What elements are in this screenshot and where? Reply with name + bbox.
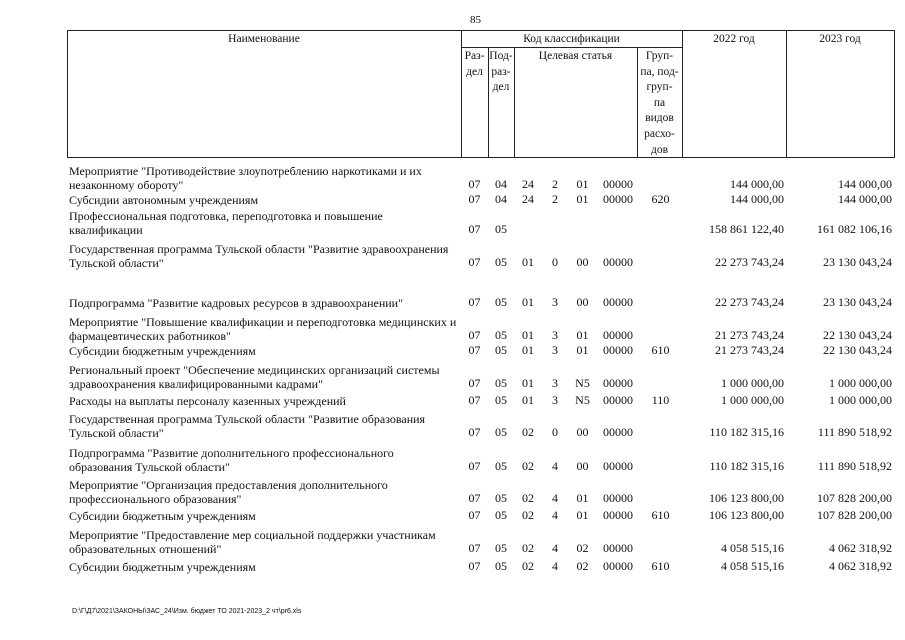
cell-v2022: 1 000 000,00 (721, 393, 784, 407)
table-body (67, 159, 895, 574)
row-name: Мероприятие "Повышение квалификации и переподготовка медицинских и фармацевтических работников" (69, 315, 457, 343)
cell-v2023: 161 082 106,16 (817, 222, 892, 236)
table-row (67, 474, 895, 506)
cell-c4: 00000 (603, 459, 633, 473)
row-name: Региональный проект "Обеспечение медицинских организаций системы здравоохранения квалифицированными кадрами" (69, 363, 440, 391)
row-name: Профессиональная подготовка, переподготовка и повышение квалификации (69, 209, 383, 237)
cell-v2023: 22 130 043,24 (823, 343, 892, 357)
cell-c1: 24 (522, 177, 534, 191)
cell-c2: 3 (552, 376, 558, 390)
cell-c4: 00000 (603, 425, 633, 439)
cell-c2: 4 (552, 491, 558, 505)
cell-c4: 00000 (603, 541, 633, 555)
cell-pr: 05 (495, 425, 507, 439)
row-name: Субсидии бюджетным учреждениям (69, 509, 256, 523)
cell-pr: 05 (495, 295, 507, 309)
cell-vr: 110 (651, 393, 670, 407)
cell-c3: 01 (576, 177, 589, 191)
cell-c1: 02 (522, 425, 534, 439)
header-name: Наименование (228, 33, 300, 45)
cell-c1: 02 (522, 559, 534, 573)
row-name: Мероприятие "Противодействие злоупотреблению наркотиками и их незаконному обороту" (69, 164, 422, 192)
cell-c4: 00000 (603, 192, 633, 206)
cell-c2: 4 (552, 459, 558, 473)
cell-c4: 00000 (603, 491, 633, 505)
cell-pr: 05 (495, 459, 507, 473)
cell-c2: 3 (552, 328, 558, 342)
cell-pr: 05 (495, 508, 507, 522)
cell-c3: 01 (576, 491, 589, 505)
cell-pr: 05 (495, 541, 507, 555)
cell-v2022: 110 182 315,16 (709, 459, 784, 473)
cell-v2022: 21 273 743,24 (715, 328, 784, 342)
cell-v2022: 22 273 743,24 (715, 295, 784, 309)
cell-rz: 07 (468, 559, 481, 573)
table-row (67, 207, 895, 237)
cell-c4: 00000 (603, 177, 633, 191)
cell-pr: 05 (495, 343, 507, 357)
header-razdel: Раз- дел (464, 50, 485, 78)
cell-c3: 02 (576, 559, 589, 573)
cell-v2023: 22 130 043,24 (823, 328, 892, 342)
table-row (67, 358, 895, 391)
cell-pr: 05 (495, 222, 507, 236)
cell-c3: N5 (575, 376, 590, 390)
table-row (67, 192, 895, 207)
cell-pr: 04 (495, 177, 507, 191)
cell-v2023: 1 000 000,00 (829, 376, 892, 390)
cell-v2023: 1 000 000,00 (829, 393, 892, 407)
cell-v2022: 110 182 315,16 (709, 425, 784, 439)
header-2023: 2023 год (819, 33, 861, 45)
cell-v2023: 144 000,00 (838, 177, 892, 191)
table-row (67, 523, 895, 556)
table-row (67, 408, 895, 440)
header-2022: 2022 год (713, 33, 755, 45)
table-row (67, 391, 895, 408)
table-row (67, 159, 895, 192)
cell-c3: 00 (576, 295, 589, 309)
cell-c1: 24 (522, 192, 534, 206)
cell-c3: 00 (576, 425, 589, 439)
cell-v2022: 106 123 800,00 (709, 508, 784, 522)
header-group: Груп- па, под- груп- па видов расхо- дов (640, 50, 679, 156)
page-number: 85 (470, 14, 481, 26)
header-target: Целевая статья (538, 50, 613, 62)
cell-c4: 00000 (603, 328, 633, 342)
cell-c2: 4 (552, 541, 558, 555)
cell-c4: 00000 (603, 393, 633, 407)
row-name: Подпрограмма "Развитие кадровых ресурсов в здравоохранении" (69, 296, 403, 310)
row-name: Субсидии автономным учреждениям (69, 193, 259, 207)
cell-c2: 0 (552, 425, 558, 439)
cell-rz: 07 (468, 192, 481, 206)
row-name: Мероприятие "Предоставление мер социальной поддержки участникам образовательных отношений" (69, 528, 436, 556)
cell-vr: 610 (651, 343, 670, 357)
cell-v2023: 107 828 200,00 (817, 508, 892, 522)
cell-c2: 3 (552, 295, 558, 309)
cell-c3: N5 (575, 393, 590, 407)
cell-c1: 01 (522, 343, 534, 357)
table-row (67, 310, 895, 343)
cell-v2023: 23 130 043,24 (823, 295, 892, 309)
cell-c3: 01 (576, 192, 589, 206)
row-name: Мероприятие "Организация предоставления дополнительного профессионального образования" (69, 478, 388, 506)
cell-c1: 01 (522, 376, 534, 390)
cell-v2022: 144 000,00 (730, 192, 784, 206)
cell-c1: 02 (522, 459, 534, 473)
cell-c3: 00 (576, 255, 589, 269)
row-name: Государственная программа Тульской области "Развитие образования Тульской области" (69, 412, 426, 440)
cell-rz: 07 (468, 343, 481, 357)
table-row (67, 237, 895, 270)
cell-vr: 610 (651, 559, 670, 573)
cell-c1: 02 (522, 508, 534, 522)
header-classification: Код классификации (523, 33, 620, 45)
cell-v2022: 22 273 743,24 (715, 255, 784, 269)
cell-c1: 02 (522, 491, 534, 505)
table-row (67, 556, 895, 574)
cell-c4: 00000 (603, 295, 633, 309)
cell-v2023: 107 828 200,00 (817, 491, 892, 505)
cell-v2022: 4 058 515,16 (721, 559, 784, 573)
cell-rz: 07 (468, 376, 481, 390)
cell-c4: 00000 (603, 559, 633, 573)
cell-v2022: 21 273 743,24 (715, 343, 784, 357)
cell-c4: 00000 (603, 508, 633, 522)
cell-pr: 05 (495, 491, 507, 505)
table-row (67, 506, 895, 523)
table-row (67, 440, 895, 474)
cell-c3: 00 (576, 459, 589, 473)
cell-c1: 01 (522, 393, 534, 407)
cell-c2: 0 (552, 255, 558, 269)
cell-c2: 2 (552, 177, 558, 191)
cell-c2: 3 (552, 343, 558, 357)
cell-v2023: 4 062 318,92 (829, 559, 892, 573)
cell-c4: 00000 (603, 343, 633, 357)
header-podrazdel: Под- раз- дел (489, 50, 513, 94)
cell-vr: 620 (651, 192, 670, 206)
cell-rz: 07 (468, 508, 481, 522)
cell-v2022: 1 000 000,00 (721, 376, 784, 390)
cell-c2: 3 (552, 393, 558, 407)
cell-vr: 610 (651, 508, 670, 522)
row-name: Субсидии бюджетным учреждениям (69, 344, 256, 358)
row-name: Государственная программа Тульской области "Развитие здравоохранения Тульской области" (69, 242, 449, 270)
table-row (67, 270, 895, 310)
cell-v2022: 106 123 800,00 (709, 491, 784, 505)
cell-c1: 02 (522, 541, 534, 555)
cell-pr: 05 (495, 559, 507, 573)
row-name: Субсидии бюджетным учреждениям (69, 560, 256, 574)
row-name: Подпрограмма "Развитие дополнительного профессионального образования Тульской области" (69, 446, 394, 474)
cell-rz: 07 (468, 425, 481, 439)
cell-v2023: 111 890 518,92 (817, 425, 892, 439)
cell-v2023: 111 890 518,92 (817, 459, 892, 473)
cell-c2: 2 (552, 192, 558, 206)
table-row (67, 343, 895, 358)
cell-rz: 07 (468, 328, 481, 342)
cell-v2022: 4 058 515,16 (721, 541, 784, 555)
cell-v2023: 4 062 318,92 (829, 541, 892, 555)
cell-v2023: 23 130 043,24 (823, 255, 892, 269)
cell-v2023: 144 000,00 (838, 192, 892, 206)
cell-c3: 01 (576, 328, 589, 342)
cell-rz: 07 (468, 177, 481, 191)
cell-rz: 07 (468, 541, 481, 555)
cell-c4: 00000 (603, 376, 633, 390)
table-header (67, 30, 895, 158)
cell-rz: 07 (468, 255, 481, 269)
cell-c4: 00000 (603, 255, 633, 269)
file-path: D:\Г\Д7\2021\ЗАКОНЫ\ЗАС_24\Изм. бюджет ТО 2021-2023_2 чт\pr6.xls (72, 608, 302, 615)
cell-c1: 01 (522, 328, 534, 342)
cell-pr: 05 (495, 328, 507, 342)
cell-rz: 07 (468, 295, 481, 309)
cell-v2022: 144 000,00 (730, 177, 784, 191)
cell-c3: 02 (576, 541, 589, 555)
cell-pr: 05 (495, 393, 507, 407)
cell-pr: 05 (495, 376, 507, 390)
cell-rz: 07 (468, 459, 481, 473)
cell-pr: 05 (495, 255, 507, 269)
row-name: Расходы на выплаты персоналу казенных учреждений (69, 394, 346, 408)
cell-pr: 04 (495, 192, 507, 206)
cell-v2022: 158 861 122,40 (709, 222, 784, 236)
cell-rz: 07 (468, 393, 481, 407)
cell-rz: 07 (468, 222, 481, 236)
cell-c3: 01 (576, 508, 589, 522)
cell-c1: 01 (522, 295, 534, 309)
cell-c2: 4 (552, 508, 558, 522)
cell-c1: 01 (522, 255, 534, 269)
cell-c2: 4 (552, 559, 558, 573)
cell-rz: 07 (468, 491, 481, 505)
cell-c3: 01 (576, 343, 589, 357)
